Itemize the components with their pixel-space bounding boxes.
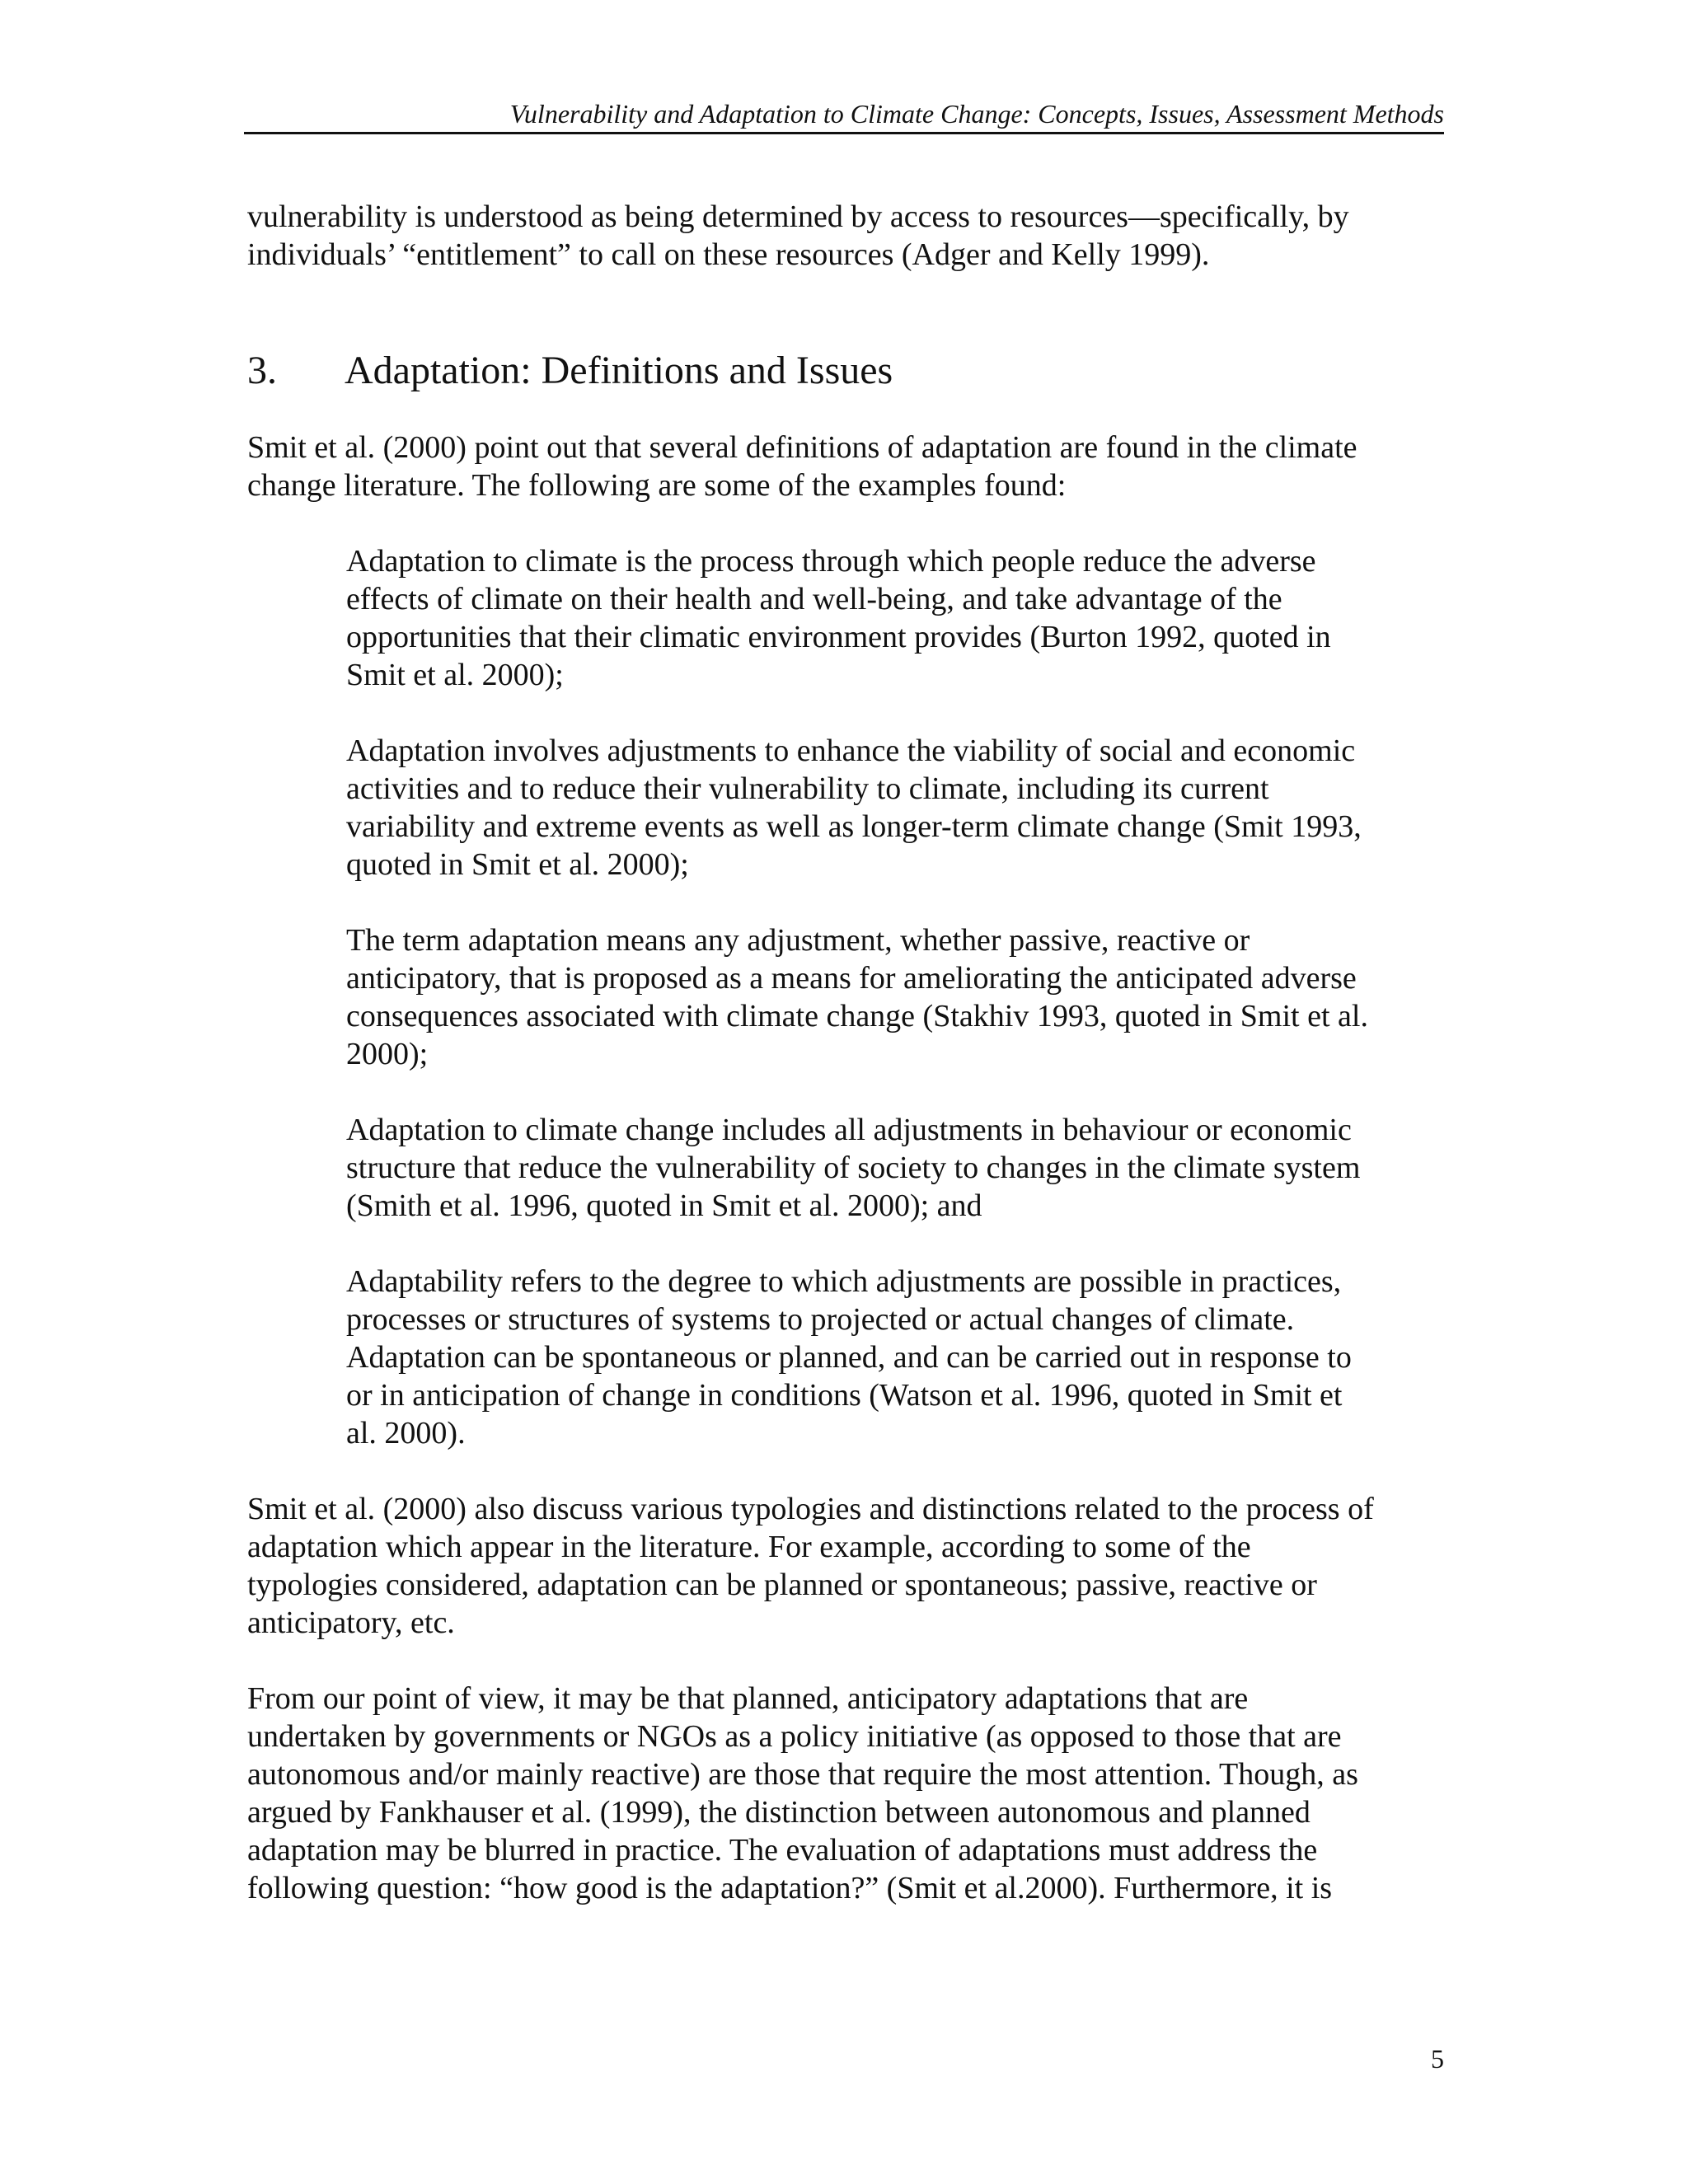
section-title: Adaptation: Definitions and Issues [345,349,893,392]
running-header: Vulnerability and Adaptation to Climate Change: Concepts, Issues, Assessment Methods [509,99,1444,129]
quote-line: variability and extreme events as well as longer-term climate change (Smit 1993, [346,809,1362,844]
paragraph-line: undertaken by governments or NGOs as a policy initiative (as opposed to those that are [247,1719,1342,1754]
section-heading [247,346,893,396]
quote-line: anticipatory, that is proposed as a means for ameliorating the anticipated adverse [346,961,1357,996]
paragraph-line: anticipatory, etc. [247,1605,455,1640]
quote-line: Smit et al. 2000); [346,658,564,692]
paragraph-line: change literature. The following are some of the examples found: [247,468,1067,503]
quote-line: Adaptation to climate is the process through which people reduce the adverse [346,544,1316,579]
intro-paragraph [247,198,1451,274]
quote-line: effects of climate on their health and well-being, and take advantage of the [346,582,1282,616]
paragraph-line: autonomous and/or mainly reactive) are those that require the most attention. Though, as [247,1757,1358,1792]
quote-line: Adaptation to climate change includes all adjustments in behaviour or economic [346,1113,1352,1147]
quote-line: Adaptation can be spontaneous or planned, and can be carried out in response to [346,1340,1352,1375]
paragraph-line: Smit et al. (2000) also discuss various typologies and distinctions related to the process of [247,1492,1374,1526]
viewpoint-paragraph [247,1680,1451,1907]
paragraph-line: following question: “how good is the adaptation?” (Smit et al.2000). Furthermore, it is [247,1871,1333,1905]
paragraph-line: individuals’ “entitlement” to call on these resources (Adger and Kelly 1999). [247,237,1210,272]
paragraph-line: From our point of view, it may be that planned, anticipatory adaptations that are [247,1681,1249,1716]
definition-quote [346,921,1451,1073]
quote-line: al. 2000). [346,1416,466,1451]
paragraph-line: adaptation which appear in the literature. For example, according to some of the [247,1530,1251,1564]
section-number: 3. [247,349,277,392]
quote-line: structure that reduce the vulnerability of society to changes in the climate system [346,1151,1361,1185]
quote-line: (Smith et al. 1996, quoted in Smit et al. 2000); and [346,1188,982,1223]
quote-line: activities and to reduce their vulnerability to climate, including its current [346,771,1269,806]
lead-paragraph [247,429,1451,504]
quote-line: quoted in Smit et al. 2000); [346,847,689,882]
header-rule [244,132,1444,134]
definition-quote [346,732,1451,883]
paragraph-line: argued by Fankhauser et al. (1999), the distinction between autonomous and planned [247,1795,1311,1830]
quote-line: Adaptation involves adjustments to enhance the viability of social and economic [346,733,1356,768]
definition-quote [346,1263,1451,1452]
page-number: 5 [1431,2044,1444,2074]
quote-line: Adaptability refers to the degree to which adjustments are possible in practices, [346,1264,1342,1299]
paragraph-line: vulnerability is understood as being determined by access to resources—specifically, by [247,199,1349,234]
typologies-paragraph [247,1490,1451,1642]
quote-line: processes or structures of systems to projected or actual changes of climate. [346,1302,1295,1337]
definition-quote [346,542,1451,694]
quote-line: 2000); [346,1037,429,1071]
definition-quote [346,1111,1451,1225]
paragraph-line: adaptation may be blurred in practice. The evaluation of adaptations must address the [247,1833,1318,1868]
quote-line: or in anticipation of change in conditions (Watson et al. 1996, quoted in Smit et [346,1378,1343,1413]
paragraph-line: Smit et al. (2000) point out that several definitions of adaptation are found in the climate [247,430,1357,465]
quote-line: opportunities that their climatic environment provides (Burton 1992, quoted in [346,620,1331,654]
quote-line: The term adaptation means any adjustment, whether passive, reactive or [346,923,1250,958]
paragraph-line: typologies considered, adaptation can be planned or spontaneous; passive, reactive or [247,1568,1317,1602]
quote-line: consequences associated with climate change (Stakhiv 1993, quoted in Smit et al. [346,999,1368,1033]
